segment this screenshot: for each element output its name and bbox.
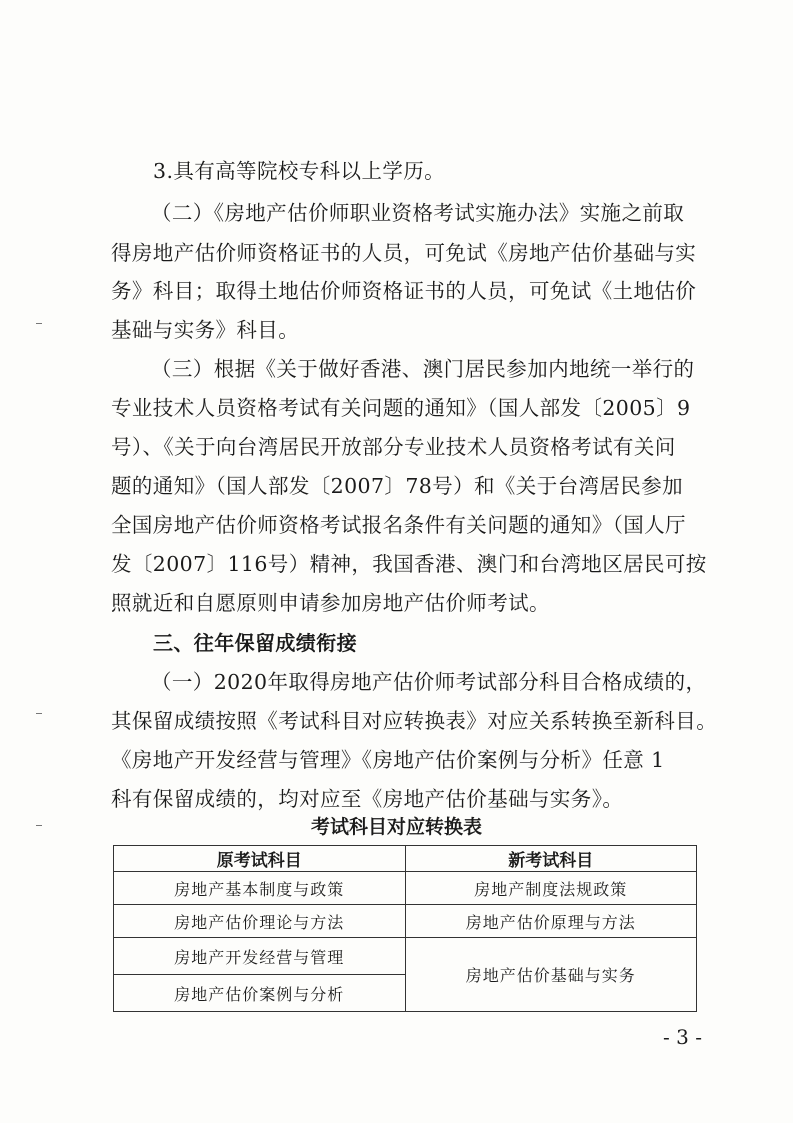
paragraph-line: 3.具有高等院校专科以上学历。	[153, 159, 446, 183]
table-cell: 房地产制度法规政策	[405, 872, 697, 905]
table-cell: 房地产基本制度与政策	[114, 872, 406, 905]
paragraph-line: 专业技术人员资格考试有关问题的通知》（国人部发〔2005〕9	[111, 396, 691, 420]
paragraph-line: （三）根据《关于做好香港、澳门居民参加内地统一举行的	[151, 357, 695, 381]
table-row	[114, 905, 697, 938]
paragraph-line: （一）2020年取得房地产估价师考试部分科目合格成绩的，	[151, 670, 707, 694]
paragraph-line: 照就近和自愿原则申请参加房地产估价师考试。	[111, 591, 550, 615]
paragraph-line: 号）、《关于向台湾居民开放部分专业技术人员资格考试有关问	[111, 435, 676, 459]
paragraph-line: 务》科目；取得土地估价师资格证书的人员，可免试《土地估价	[111, 279, 697, 303]
column-header-new: 新考试科目	[405, 846, 697, 872]
paragraph-line: 题的通知》（国人部发〔2007〕78号）和《关于台湾居民参加	[111, 474, 684, 498]
page-number: - 3 -	[663, 1025, 702, 1049]
margin-mark	[36, 713, 42, 714]
table-cell: 房地产开发经营与管理	[114, 938, 406, 975]
table-cell: 房地产估价理论与方法	[114, 905, 406, 938]
paragraph-line: 发〔2007〕116号）精神，我国香港、澳门和台湾地区居民可按	[111, 552, 707, 576]
paragraph-line: 其保留成绩按照《考试科目对应转换表》对应关系转换至新科目。	[111, 709, 718, 733]
table-cell: 房地产估价原理与方法	[405, 905, 697, 938]
table-cell-merged: 房地产估价基础与实务	[405, 938, 697, 1012]
table-row	[114, 938, 697, 975]
paragraph-line: 得房地产估价师资格证书的人员，可免试《房地产估价基础与实	[111, 241, 697, 265]
paragraph-line: 《房地产开发经营与管理》《房地产估价案例与分析》任意 1	[111, 748, 665, 772]
paragraph-line: 科有保留成绩的，均对应至《房地产估价基础与实务》。	[111, 787, 624, 811]
paragraph-line: 基础与实务》科目。	[111, 318, 300, 342]
table-title: 考试科目对应转换表	[310, 816, 482, 838]
column-header-old: 原考试科目	[114, 846, 406, 872]
table-header-row	[114, 846, 697, 872]
table-cell: 房地产估价案例与分析	[114, 975, 406, 1012]
paragraph-line: （二）《房地产估价师职业资格考试实施办法》实施之前取	[151, 201, 685, 225]
paragraph-line: 全国房地产估价师资格考试报名条件有关问题的通知》（国人厅	[111, 513, 686, 537]
margin-mark	[36, 323, 42, 324]
table-row	[114, 872, 697, 905]
conversion-table	[113, 845, 697, 1012]
section-heading: 三、往年保留成绩衔接	[153, 631, 357, 655]
